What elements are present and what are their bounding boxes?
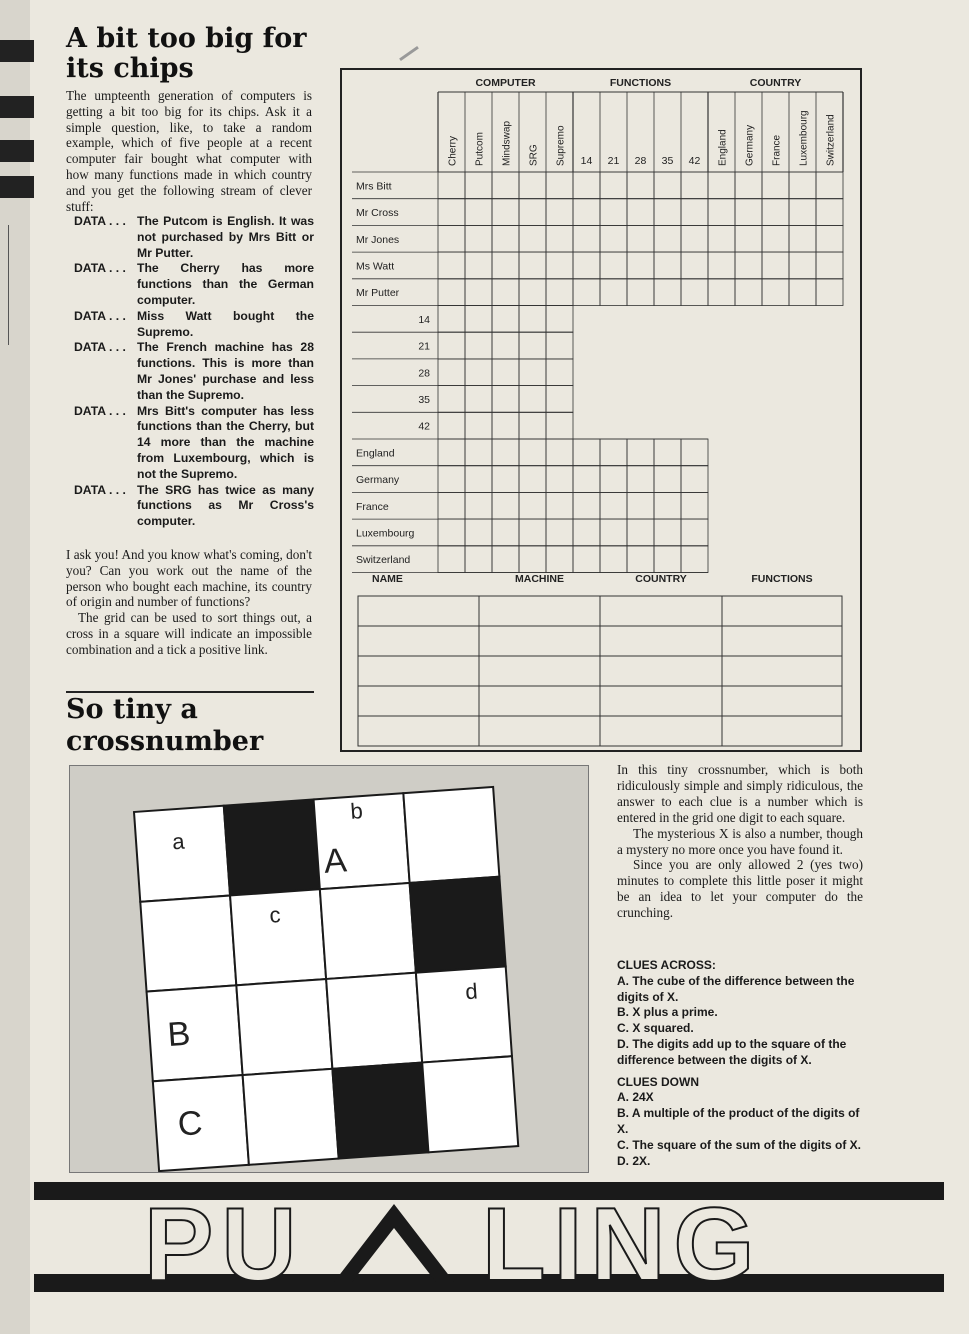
grid-cell[interactable] xyxy=(654,466,681,493)
grid-cell[interactable] xyxy=(492,386,519,413)
grid-cell[interactable] xyxy=(492,439,519,466)
clue-down: B. A multiple of the product of the digits of X. xyxy=(617,1106,860,1136)
grid-header: COUNTRY xyxy=(749,77,802,89)
logic-grid-box xyxy=(340,68,862,752)
grid-cell[interactable] xyxy=(519,252,546,279)
col-label-country: Switzerland xyxy=(825,114,837,166)
grid-cell[interactable] xyxy=(762,225,789,252)
grid-cell[interactable] xyxy=(573,279,600,306)
grid-cell[interactable] xyxy=(465,279,492,306)
outro-paragraph: The grid can be used to sort things out, a cross in a square will indicate an impossible combination and a tick a positive link. xyxy=(66,610,312,657)
col-label-country: Luxembourg xyxy=(798,110,810,166)
puzzling-banner xyxy=(34,1178,944,1298)
grid-cell[interactable] xyxy=(600,492,627,519)
data-text: The Cherry has more functions than the German computer. xyxy=(137,261,314,307)
section-divider xyxy=(66,691,314,693)
grid-cell[interactable] xyxy=(681,546,708,573)
logic-grid xyxy=(342,70,860,750)
grid-cell[interactable] xyxy=(789,172,816,199)
grid-cell[interactable] xyxy=(654,279,681,306)
grid-cell[interactable] xyxy=(546,519,573,546)
data-list xyxy=(74,214,314,530)
grid-cell[interactable] xyxy=(438,199,465,226)
black-square xyxy=(410,877,506,973)
banner-text-left: PU xyxy=(144,1187,305,1298)
data-text: Miss Watt bought the Supremo. xyxy=(137,308,314,339)
grid-cell[interactable] xyxy=(438,332,465,359)
puzzle1-outro xyxy=(66,547,312,658)
row-label: Mr Putter xyxy=(356,287,400,300)
grid-cell[interactable] xyxy=(762,252,789,279)
clue-down: C. The square of the sum of the digits of X. xyxy=(617,1137,862,1152)
grid-cell[interactable] xyxy=(546,439,573,466)
grid-cell[interactable] xyxy=(546,279,573,306)
grid-cell[interactable] xyxy=(546,412,573,439)
grid-cell[interactable] xyxy=(600,199,627,226)
row-label: Germany xyxy=(356,474,400,487)
answer-cell[interactable] xyxy=(479,686,600,716)
grid-cell[interactable] xyxy=(465,306,492,333)
grid-cell[interactable] xyxy=(654,225,681,252)
answer-header: COUNTRY xyxy=(635,573,687,585)
grid-cell[interactable] xyxy=(492,306,519,333)
grid-cell[interactable] xyxy=(492,332,519,359)
grid-cell[interactable] xyxy=(600,466,627,493)
data-item xyxy=(74,340,314,403)
grid-cell[interactable] xyxy=(573,519,600,546)
grid-cell[interactable] xyxy=(627,519,654,546)
black-square xyxy=(332,1063,428,1159)
data-label: DATA . . . xyxy=(74,403,126,418)
clues-across-heading: CLUES ACROSS: xyxy=(617,958,716,972)
grid-cell[interactable] xyxy=(438,279,465,306)
answer-header: NAME xyxy=(372,573,403,585)
grid-cell[interactable] xyxy=(600,519,627,546)
answer-cell[interactable] xyxy=(600,716,722,746)
grid-cell[interactable] xyxy=(438,359,465,386)
grid-cell[interactable] xyxy=(789,252,816,279)
pen-mark xyxy=(399,46,419,61)
row-label: Mrs Bitt xyxy=(356,180,392,193)
puzzle2-paragraph: In this tiny crossnumber, which is both ridiculously simple and simply ridiculous, the answer to each clue is a number which is entered in the grid one digit to each square. xyxy=(617,762,863,825)
grid-cell[interactable] xyxy=(465,359,492,386)
banner-text-right: LING xyxy=(482,1187,763,1298)
answer-cell[interactable] xyxy=(479,626,600,656)
grid-cell[interactable] xyxy=(681,172,708,199)
pivot-triangle-icon xyxy=(334,1204,454,1282)
grid-header: FUNCTIONS xyxy=(609,77,672,89)
grid-cell[interactable] xyxy=(546,172,573,199)
row-label: Ms Watt xyxy=(356,260,395,273)
grid-cell[interactable] xyxy=(519,172,546,199)
white-square[interactable] xyxy=(326,973,422,1069)
col-label-computer: Mindswap xyxy=(501,120,513,166)
answer-cell[interactable] xyxy=(722,626,842,656)
grid-cell[interactable] xyxy=(519,492,546,519)
puzzle2-title: So tiny a crossnumber xyxy=(66,694,264,757)
grid-cell[interactable] xyxy=(546,199,573,226)
grid-cell[interactable] xyxy=(600,439,627,466)
grid-cell[interactable] xyxy=(573,492,600,519)
grid-cell[interactable] xyxy=(654,172,681,199)
edge-mark xyxy=(0,96,34,118)
grid-cell[interactable] xyxy=(519,386,546,413)
answer-cell[interactable] xyxy=(600,596,722,626)
data-text: The French machine has 28 functions. This is more than Mr Jones' purchase and less than the Supremo. xyxy=(137,340,314,402)
grid-cell[interactable] xyxy=(654,252,681,279)
grid-cell[interactable] xyxy=(465,252,492,279)
grid-cell[interactable] xyxy=(546,546,573,573)
grid-cell[interactable] xyxy=(465,199,492,226)
grid-cell[interactable] xyxy=(519,306,546,333)
grid-cell[interactable] xyxy=(654,546,681,573)
grid-cell[interactable] xyxy=(573,199,600,226)
white-square[interactable] xyxy=(134,806,230,902)
data-text: The Putcom is English. It was not purchased by Mrs Bitt or Mr Putter. xyxy=(137,214,314,260)
crossnumber-box xyxy=(69,765,589,1173)
grid-cell[interactable] xyxy=(519,546,546,573)
row-label: Mr Cross xyxy=(356,207,399,220)
grid-cell[interactable] xyxy=(600,546,627,573)
grid-cell[interactable] xyxy=(654,519,681,546)
grid-cell[interactable] xyxy=(438,492,465,519)
puzzle1-intro: The umpteenth generation of computers is getting a bit too big for its chips. Ask it a simple question, like, to take a random example, which of five people at a recent computer fair bought what computer with how many functions made in which country and you get the following stream of clever stuff: xyxy=(66,88,312,214)
grid-cell[interactable] xyxy=(816,199,843,226)
grid-cell[interactable] xyxy=(708,225,735,252)
data-label: DATA . . . xyxy=(74,261,126,276)
clue-across: A. The cube of the difference between the digits of X. xyxy=(617,973,855,1004)
grid-cell[interactable] xyxy=(816,279,843,306)
grid-cell[interactable] xyxy=(789,225,816,252)
grid-cell[interactable] xyxy=(627,252,654,279)
grid-cell[interactable] xyxy=(681,519,708,546)
grid-letter: B xyxy=(166,1014,192,1055)
answer-cell[interactable] xyxy=(358,596,479,626)
grid-cell[interactable] xyxy=(438,412,465,439)
clue-across: B. X plus a prime. xyxy=(617,1005,718,1020)
col-label-computer: Supremo xyxy=(555,125,567,166)
grid-cell[interactable] xyxy=(465,466,492,493)
grid-cell[interactable] xyxy=(519,279,546,306)
puzzle2-text xyxy=(617,762,863,921)
col-label-computer: Cherry xyxy=(447,135,459,166)
grid-cell[interactable] xyxy=(735,199,762,226)
grid-cell[interactable] xyxy=(627,492,654,519)
row-label: England xyxy=(356,447,395,460)
answer-cell[interactable] xyxy=(722,716,842,746)
clue-across: C. X squared. xyxy=(617,1021,694,1036)
grid-cell[interactable] xyxy=(681,199,708,226)
data-item xyxy=(74,214,314,261)
data-text: Mrs Bitt's computer has less functions than the Cherry, but 14 more than the machine from Luxembourg, which is not the Supremo. xyxy=(137,403,314,481)
row-label: Mr Jones xyxy=(356,233,400,246)
row-label: Luxembourg xyxy=(356,527,415,540)
grid-cell[interactable] xyxy=(627,279,654,306)
grid-cell[interactable] xyxy=(492,519,519,546)
grid-cell[interactable] xyxy=(492,492,519,519)
grid-cell[interactable] xyxy=(546,252,573,279)
grid-cell[interactable] xyxy=(681,225,708,252)
grid-cell[interactable] xyxy=(762,279,789,306)
col-label-function: 28 xyxy=(634,155,647,167)
grid-letter: b xyxy=(349,798,364,824)
grid-cell[interactable] xyxy=(735,225,762,252)
grid-cell[interactable] xyxy=(465,412,492,439)
grid-cell[interactable] xyxy=(546,466,573,493)
banner-graphic xyxy=(34,1178,944,1298)
grid-cell[interactable] xyxy=(438,546,465,573)
grid-cell[interactable] xyxy=(465,492,492,519)
white-square[interactable] xyxy=(236,979,332,1075)
grid-cell[interactable] xyxy=(654,492,681,519)
white-square[interactable] xyxy=(403,787,499,883)
col-label-function: 42 xyxy=(688,155,701,167)
grid-cell[interactable] xyxy=(465,172,492,199)
edge-mark xyxy=(0,40,34,62)
grid-cell[interactable] xyxy=(546,386,573,413)
grid-cell[interactable] xyxy=(465,225,492,252)
row-label: 14 xyxy=(418,313,430,326)
grid-cell[interactable] xyxy=(546,332,573,359)
grid-cell[interactable] xyxy=(492,199,519,226)
grid-cell[interactable] xyxy=(519,412,546,439)
col-label-function: 14 xyxy=(580,155,593,167)
grid-cell[interactable] xyxy=(438,225,465,252)
grid-cell[interactable] xyxy=(708,279,735,306)
grid-cell[interactable] xyxy=(762,199,789,226)
grid-cell[interactable] xyxy=(573,439,600,466)
answer-cell[interactable] xyxy=(479,656,600,686)
grid-cell[interactable] xyxy=(816,225,843,252)
puzzle2-paragraph: Since you are only allowed 2 (yes two) minutes to complete this little poser it might be an idea to let your computer do the crunching. xyxy=(617,857,863,921)
grid-cell[interactable] xyxy=(654,439,681,466)
col-label-country: England xyxy=(717,129,729,166)
clue-down: D. 2X. xyxy=(617,1153,651,1168)
answer-cell[interactable] xyxy=(722,596,842,626)
grid-cell[interactable] xyxy=(519,332,546,359)
answer-cell[interactable] xyxy=(479,716,600,746)
white-square[interactable] xyxy=(243,1069,339,1165)
grid-cell[interactable] xyxy=(546,492,573,519)
grid-cell[interactable] xyxy=(438,439,465,466)
clues-down-heading: CLUES DOWN xyxy=(617,1074,699,1089)
grid-cell[interactable] xyxy=(654,199,681,226)
answer-header: FUNCTIONS xyxy=(751,573,813,585)
grid-cell[interactable] xyxy=(438,519,465,546)
grid-cell[interactable] xyxy=(573,172,600,199)
grid-cell[interactable] xyxy=(816,172,843,199)
grid-cell[interactable] xyxy=(438,386,465,413)
answer-cell[interactable] xyxy=(722,686,842,716)
puzzle1-title: A bit too big for its chips xyxy=(66,23,307,84)
grid-letter: a xyxy=(171,828,186,855)
grid-cell[interactable] xyxy=(492,546,519,573)
clue-across: D. The digits add up to the square of the difference between the digits of X. xyxy=(617,1036,847,1067)
data-item xyxy=(74,404,314,483)
clues xyxy=(617,958,867,1169)
grid-cell[interactable] xyxy=(519,519,546,546)
grid-cell[interactable] xyxy=(681,466,708,493)
grid-cell[interactable] xyxy=(573,546,600,573)
row-label: 42 xyxy=(418,420,430,433)
clue-down: A. 24X xyxy=(617,1090,654,1105)
grid-cell[interactable] xyxy=(735,252,762,279)
col-label-function: 35 xyxy=(661,155,674,167)
grid-cell[interactable] xyxy=(519,225,546,252)
grid-cell[interactable] xyxy=(708,252,735,279)
outro-paragraph: I ask you! And you know what's coming, don't you? Can you work out the name of the person who bought each machine, its country of origin and number of functions? xyxy=(66,547,312,610)
grid-cell[interactable] xyxy=(546,225,573,252)
grid-cell[interactable] xyxy=(627,225,654,252)
grid-cell[interactable] xyxy=(735,279,762,306)
grid-cell[interactable] xyxy=(762,172,789,199)
grid-cell[interactable] xyxy=(492,359,519,386)
data-label: DATA . . . xyxy=(74,482,126,497)
grid-cell[interactable] xyxy=(708,199,735,226)
grid-cell[interactable] xyxy=(708,172,735,199)
answer-cell[interactable] xyxy=(358,716,479,746)
grid-cell[interactable] xyxy=(627,466,654,493)
grid-cell[interactable] xyxy=(438,252,465,279)
grid-cell[interactable] xyxy=(546,359,573,386)
answer-cell[interactable] xyxy=(600,626,722,656)
answer-cell[interactable] xyxy=(600,656,722,686)
col-label-function: 21 xyxy=(607,155,620,167)
grid-cell[interactable] xyxy=(600,172,627,199)
row-label: 21 xyxy=(418,340,430,353)
col-label-country: Germany xyxy=(744,124,756,166)
grid-cell[interactable] xyxy=(465,332,492,359)
grid-cell[interactable] xyxy=(465,386,492,413)
crossnumber-grid xyxy=(70,766,588,1172)
data-item xyxy=(74,309,314,341)
answer-cell[interactable] xyxy=(358,626,479,656)
grid-cell[interactable] xyxy=(492,279,519,306)
grid-cell[interactable] xyxy=(573,225,600,252)
grid-letter: d xyxy=(464,978,479,1005)
grid-letter: A xyxy=(322,841,348,881)
grid-cell[interactable] xyxy=(465,546,492,573)
grid-cell[interactable] xyxy=(519,359,546,386)
grid-cell[interactable] xyxy=(600,279,627,306)
grid-cell[interactable] xyxy=(492,412,519,439)
grid-cell[interactable] xyxy=(492,172,519,199)
grid-cell[interactable] xyxy=(492,225,519,252)
row-label: France xyxy=(356,500,389,513)
data-label: DATA . . . xyxy=(74,308,126,323)
data-label: DATA . . . xyxy=(74,340,126,355)
binding-edge xyxy=(0,0,30,1334)
answer-cell[interactable] xyxy=(722,656,842,686)
grid-cell[interactable] xyxy=(600,225,627,252)
grid-cell[interactable] xyxy=(789,279,816,306)
crossnumber-board xyxy=(134,787,523,1172)
edge-line xyxy=(0,225,9,345)
grid-header: COMPUTER xyxy=(475,77,536,89)
grid-cell[interactable] xyxy=(492,466,519,493)
col-label-computer: SRG xyxy=(528,144,540,166)
grid-cell[interactable] xyxy=(492,252,519,279)
grid-cell[interactable] xyxy=(816,252,843,279)
grid-cell[interactable] xyxy=(438,306,465,333)
black-square xyxy=(224,799,320,895)
grid-cell[interactable] xyxy=(438,172,465,199)
edge-mark xyxy=(0,176,34,198)
grid-cell[interactable] xyxy=(600,252,627,279)
grid-cell[interactable] xyxy=(681,492,708,519)
grid-cell[interactable] xyxy=(789,199,816,226)
grid-cell[interactable] xyxy=(438,466,465,493)
data-item xyxy=(74,261,314,308)
grid-cell[interactable] xyxy=(465,439,492,466)
edge-mark xyxy=(0,140,34,162)
answer-cell[interactable] xyxy=(358,686,479,716)
grid-cell[interactable] xyxy=(627,199,654,226)
white-square[interactable] xyxy=(140,896,236,992)
grid-cell[interactable] xyxy=(573,466,600,493)
answer-cell[interactable] xyxy=(358,656,479,686)
grid-letter: C xyxy=(176,1104,204,1144)
grid-cell[interactable] xyxy=(627,172,654,199)
grid-cell[interactable] xyxy=(573,252,600,279)
row-label: 35 xyxy=(418,393,430,406)
grid-cell[interactable] xyxy=(519,199,546,226)
data-text: The SRG has twice as many functions as Mr Cross's computer. xyxy=(137,482,314,529)
white-square[interactable] xyxy=(147,985,243,1081)
answer-header: MACHINE xyxy=(515,573,564,585)
col-label-computer: Putcom xyxy=(474,132,486,166)
answer-cell[interactable] xyxy=(600,686,722,716)
grid-cell[interactable] xyxy=(546,306,573,333)
grid-cell[interactable] xyxy=(627,439,654,466)
grid-cell[interactable] xyxy=(465,519,492,546)
grid-cell[interactable] xyxy=(519,466,546,493)
data-label: DATA . . . xyxy=(74,214,126,228)
row-label: Switzerland xyxy=(356,554,411,567)
grid-cell[interactable] xyxy=(681,252,708,279)
puzzle2-paragraph: The mysterious X is also a number, though a mystery no more once you have found it. xyxy=(617,825,863,857)
col-label-country: France xyxy=(771,134,783,166)
grid-cell[interactable] xyxy=(735,172,762,199)
grid-cell[interactable] xyxy=(627,546,654,573)
white-square[interactable] xyxy=(320,883,416,979)
data-item xyxy=(74,483,314,530)
answer-cell[interactable] xyxy=(479,596,600,626)
grid-cell[interactable] xyxy=(681,279,708,306)
white-square[interactable] xyxy=(422,1056,518,1152)
row-label: 28 xyxy=(418,367,430,380)
grid-cell[interactable] xyxy=(519,439,546,466)
grid-letter: c xyxy=(268,902,282,928)
grid-cell[interactable] xyxy=(681,439,708,466)
